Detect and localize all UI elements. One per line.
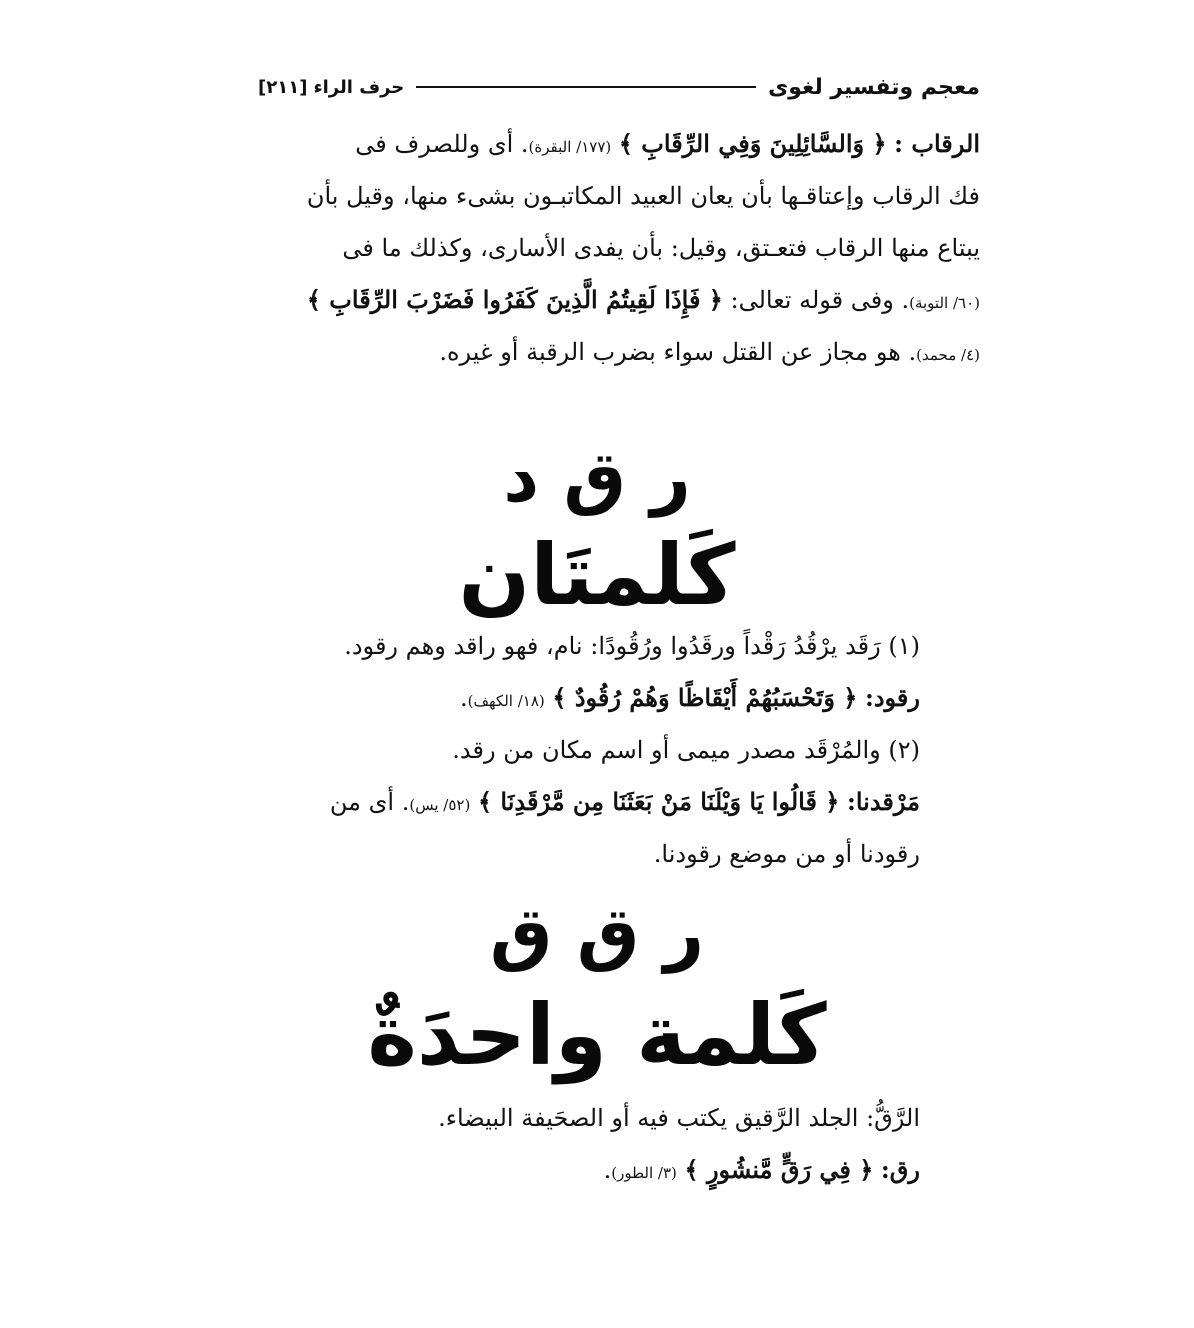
entry-riqab xyxy=(258,118,980,378)
verse-reference: (٥٢/ يس) xyxy=(409,796,471,814)
running-header xyxy=(258,70,980,104)
root-letters-heading: ر ق ق xyxy=(489,892,705,974)
text-line xyxy=(258,1144,920,1196)
entry-term: رقود: xyxy=(864,683,920,712)
root-letters-heading: ر ق د xyxy=(503,436,691,518)
entry-raqad xyxy=(258,620,920,880)
body-text: . xyxy=(460,684,468,712)
text-line: الرَّقُّ: الجلد الرَّقيق يكتب فيه أو الصحَيفة البيضاء. xyxy=(438,1104,920,1132)
quran-verse: ﴿ فَإِذَا لَقِيتُمُ الَّذِينَ كَفَرُوا فَضَرْبَ الرِّقَابِ ﴾ xyxy=(306,285,723,314)
quran-verse: ﴿ وَتَحْسَبُهُمْ أَيْقَاظًا وَهُمْ رُقُودٌ ﴾ xyxy=(552,683,858,712)
text-line: (٢) والمُرْقَد مصدر ميمى أو اسم مكان من رقد. xyxy=(452,736,920,764)
quran-verse: ﴿ فِي رَقٍّ مَّنشُورٍ ﴾ xyxy=(684,1155,874,1184)
text-line: فك الرقاب وإعتاقـها بأن يعان العبيد المكاتبـون بشىء منها، وقيل بأن xyxy=(306,182,980,210)
text-line xyxy=(258,118,980,170)
entry-raqq xyxy=(258,1092,920,1196)
section-title: حرف الراء xyxy=(313,76,405,98)
text-line xyxy=(258,274,980,326)
text-line: رقودنا أو من موضع رقودنا. xyxy=(653,840,920,868)
verse-reference: (٤/ محمد) xyxy=(916,346,980,364)
verse-reference: (٣/ الطور) xyxy=(611,1164,677,1182)
body-text: . xyxy=(603,1156,612,1184)
entry-term: الرقاب : xyxy=(894,129,980,158)
text-line xyxy=(258,672,920,724)
body-text: . وفى قوله تعالى: xyxy=(730,286,910,314)
verse-reference: (١٧٧/ البقرة) xyxy=(528,138,612,156)
quran-verse: ﴿ قَالُوا يَا وَيْلَنَا مَنْ بَعَثَنَا مِن مَّرْقَدِنَا ﴾ xyxy=(477,787,840,816)
verse-reference: (٦٠/ التوبة) xyxy=(909,294,980,312)
text-line xyxy=(258,326,980,378)
text-line: (١) رَقَد يرْقُدُ رَقْداً ورقَدُوا ورُقُودًا: نام، فهو راقد وهم رقود. xyxy=(344,632,920,660)
entry-term: مَرْقدنا: xyxy=(846,787,920,816)
body-text: . أى من xyxy=(329,788,410,816)
text-line: يبتاع منها الرقاب فتعـتق، وقيل: بأن يفدى الأسارى، وكذلك ما فى xyxy=(342,234,980,262)
word-count-heading: كَلمتَان xyxy=(458,526,736,624)
body-text: . هو مجاز عن القتل سواء بضرب الرقبة أو غيره. xyxy=(439,338,917,366)
header-rule xyxy=(416,86,756,88)
text-line xyxy=(258,776,920,828)
entry-term: رق: xyxy=(880,1155,920,1184)
word-count-heading: كَلمة واحدَةٌ xyxy=(367,986,827,1084)
body-text: . أى وللصرف فى xyxy=(355,130,529,158)
verse-reference: (١٨/ الكهف) xyxy=(467,692,545,710)
page-number: [٢١١] xyxy=(258,76,308,98)
quran-verse: ﴿ وَالسَّائِلِينَ وَفِي الرِّقَابِ ﴾ xyxy=(618,129,887,158)
book-title: معجم وتفسير لغوى xyxy=(768,74,980,100)
